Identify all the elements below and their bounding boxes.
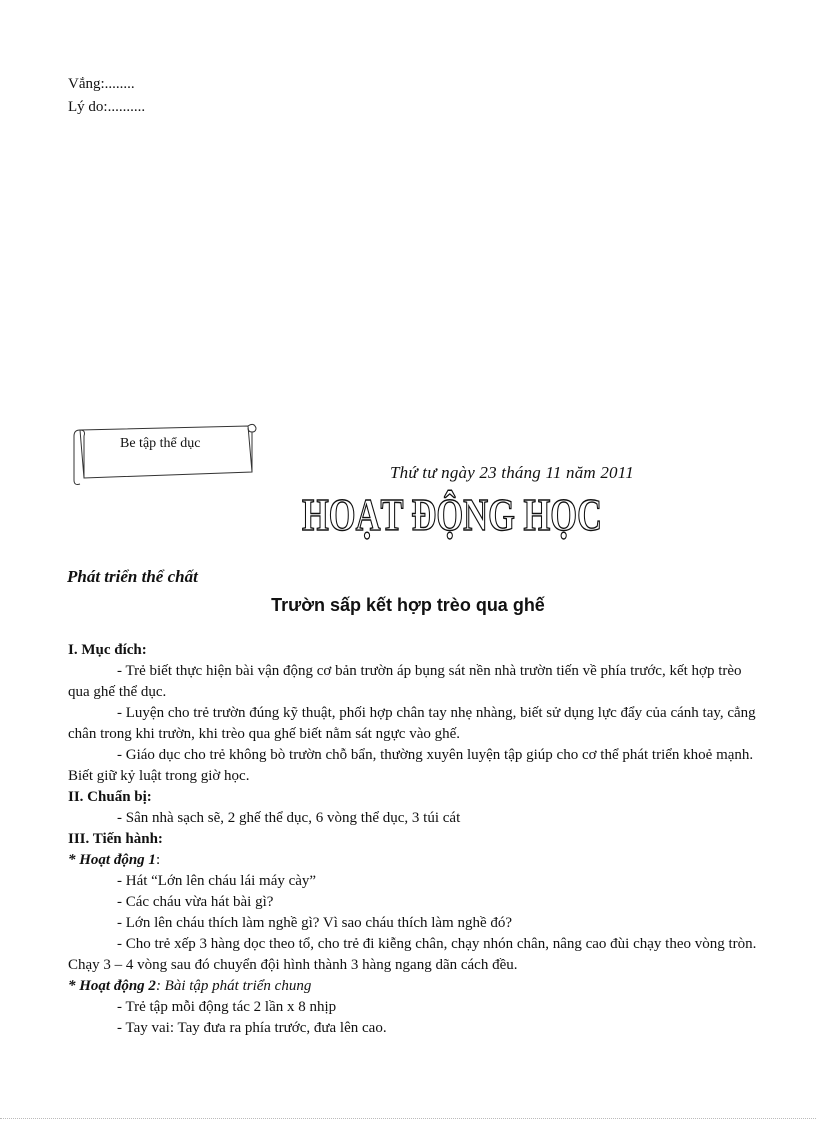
section-preparation-heading: II. Chuẩn bị: [68,789,152,805]
purpose-item-3: - Giáo dục cho trẻ không bò trườn chỗ bẩn, thường xuyên luyện tập giúp cho cơ thể phát triển khoẻ mạnh. Biết giữ kỷ luật trong giờ học. [68,747,754,784]
banner-label: Be tập thể dục [120,436,201,451]
page-bottom-rule [0,1118,816,1119]
purpose-item-2: - Luyện cho trẻ trườn đúng kỹ thuật, phối hợp chân tay nhẹ nhàng, biết sử dụng lực đẩy của cánh tay, cẳng chân trong khi trườn, khi trèo qua ghế biết nằm sát ngực vào ghế. [68,705,756,742]
activity-2-item-1: - Trẻ tập mỗi động tác 2 lần x 8 nhịp [117,999,337,1015]
activity-1-item-3: - Lớn lên cháu thích làm nghề gì? Vì sao cháu thích làm nghề đó? [117,915,513,931]
purpose-item-1: - Trẻ biết thực hiện bài vận động cơ bản trườn áp bụng sát nền nhà trườn tiến về phía trước, kết hợp trèo qua ghế thể dục. [68,663,742,700]
subject-heading: Phát triển thể chất [67,567,198,586]
date-line: Thứ tư ngày 23 tháng 11 năm 2011 [390,463,634,482]
preparation-item-1: - Sân nhà sạch sẽ, 2 ghế thể dục, 6 vòng thể dục, 3 túi cát [117,810,461,826]
activity-1-item-1: - Hát “Lớn lên cháu lái máy cày” [117,873,317,889]
section-procedure-heading: III. Tiến hành: [68,831,163,847]
lesson-title: Trườn sấp kết hợp trèo qua ghế [271,595,545,615]
activity-2-label: * Hoạt động 2 [68,978,156,994]
big-title-text: HOẠT ĐỘNG HỌC [302,489,602,540]
scroll-banner-shape [72,420,260,486]
big-title [300,484,610,540]
absent-line: Vắng:........ [68,76,135,92]
activity-1-colon: : [155,852,161,868]
scroll-banner [72,420,260,486]
lesson-body [68,640,758,1039]
activity-1-item-2: - Các cháu vừa hát bài gì? [117,894,274,910]
activity-1-label: * Hoạt động 1 [68,852,156,868]
reason-line: Lý do:.......... [68,99,146,115]
section-purpose-heading: I. Mục đích: [68,642,147,658]
activity-1-heading [68,850,758,871]
activity-1-item-4: - Cho trẻ xếp 3 hàng dọc theo tổ, cho trẻ đi kiễng chân, chạy nhón chân, nâng cao đùi chạy theo vòng tròn. Chạy 3 – 4 vòng sau đó chuyển đội hình thành 3 hàng ngang dãn cách đều. [68,936,757,973]
activity-2-item-2: - Tay vai: Tay đưa ra phía trước, đưa lên cao. [117,1020,387,1036]
activity-2-subtitle: : Bài tập phát triển chung [155,978,312,994]
activity-2-heading [68,976,758,997]
